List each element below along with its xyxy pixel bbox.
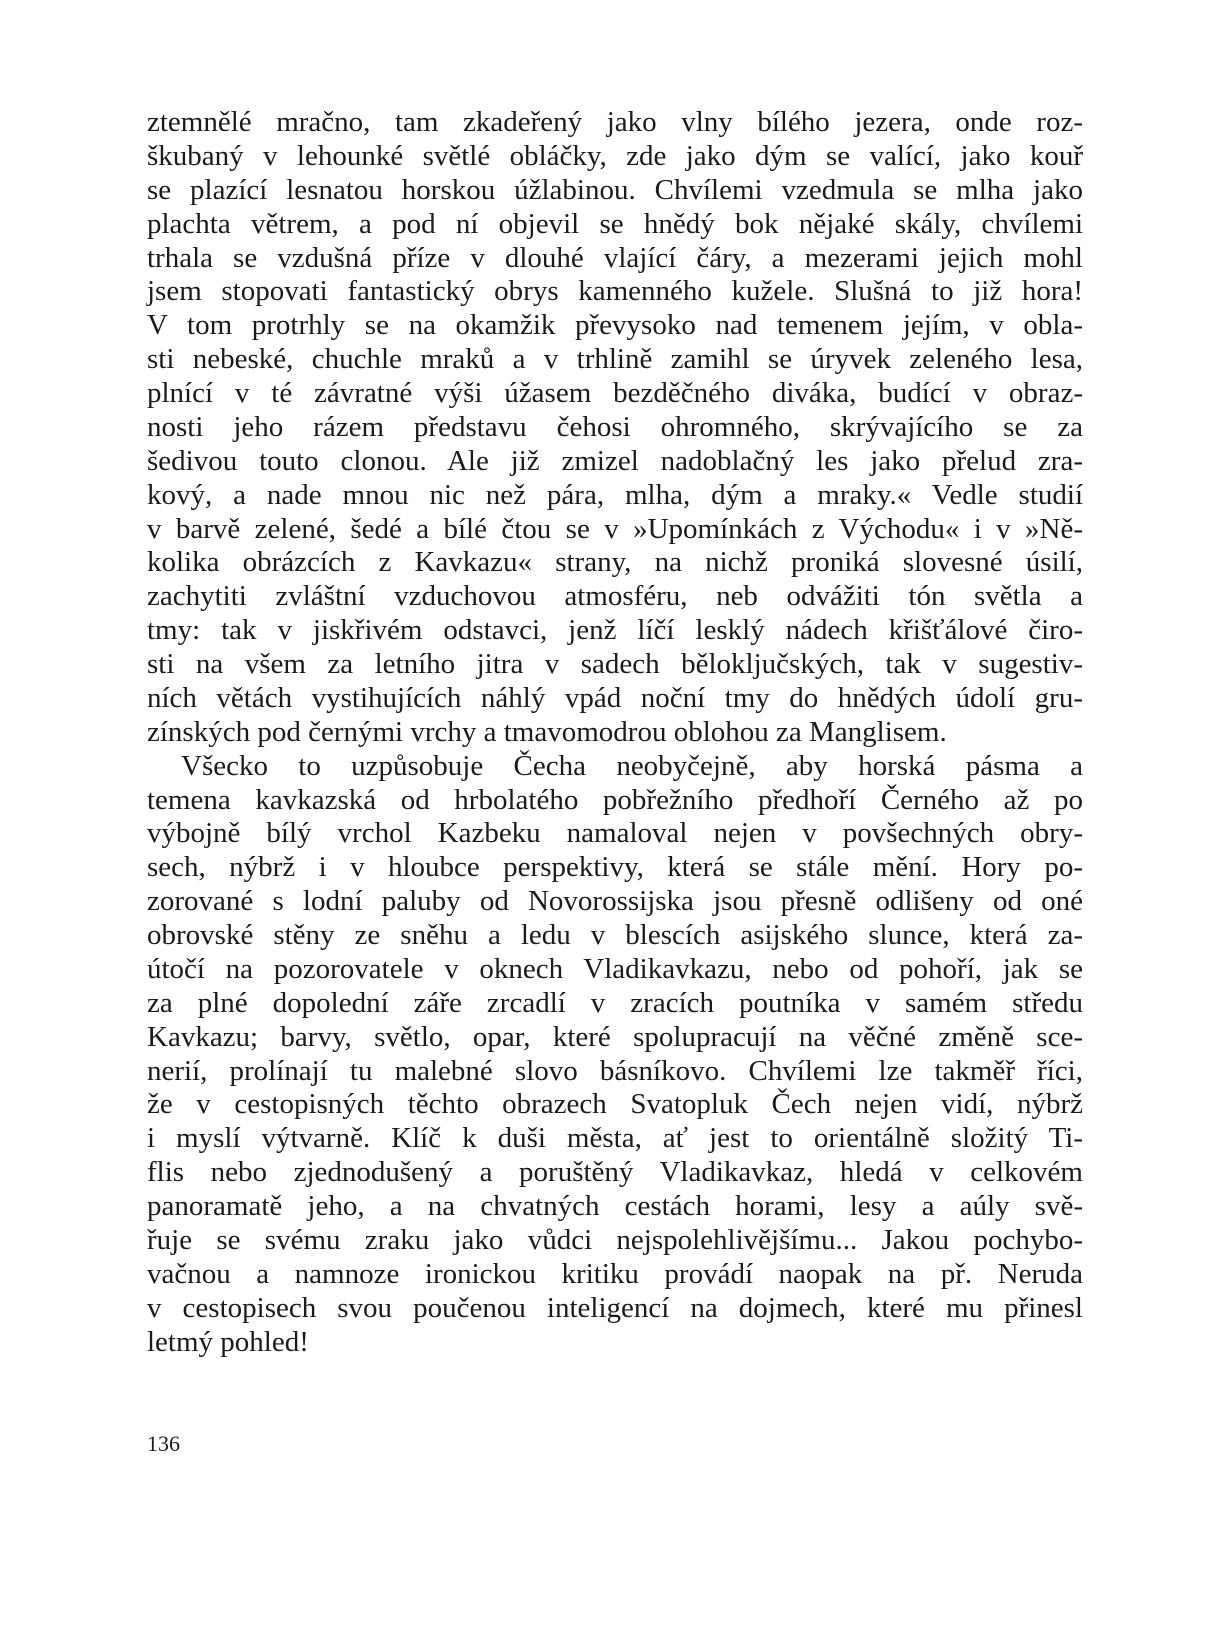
text-line: panoramatě jeho, a na chvatných cestách horami, lesy a aúly svě- [147,1190,1083,1222]
text-line: že v cestopisných těchto obrazech Svatopluk Čech nejen vidí, nýbrž [147,1088,1083,1121]
text-line: flis nebo zjednodušený a poruštěný Vladikavkaz, hledá v celkovém [147,1156,1083,1189]
text-line: V tom protrhly se na okamžik převysoko nad temenem jejím, v obla- [147,309,1083,342]
text-line: zorované s lodní paluby od Novorossijska jsou přesně odlišeny od oné [147,885,1083,918]
text-line: Kavkazu; barvy, světlo, opar, které spolupracují na věčné změně sce- [147,1020,1083,1053]
text-line: tmy: tak v jiskřivém odstavci, jenž líčí lesklý nádech křišťálové čiro- [147,614,1083,647]
text-line: škubaný v lehounké světlé obláčky, zde jako dým se valící, jako kouř [147,139,1083,172]
text-line: útočí na pozorovatele v oknech Vladikavkazu, nebo od pohoří, jak se [147,952,1083,985]
text-line: nerií, prolínají tu malebné slovo básníkovo. Chvílemi lze takměř říci, [147,1054,1083,1087]
text-line: i myslí výtvarně. Klíč k duši města, ať jest to orientálně složitý Ti- [147,1122,1083,1155]
text-line: plnící v té závratné výši úžasem bezděčného diváka, budící v obraz- [147,377,1083,409]
text-line: kolika obrázcích z Kavkazu« strany, na nichž proniká slovesné úsilí, [147,546,1083,579]
text-line: ních větách vystihujících náhlý vpád noční tmy do hnědých údolí gru- [147,681,1083,714]
text-line: trhala se vzdušná příze v dlouhé vlající čáry, a mezerami jejich mohl [147,241,1083,274]
text-line: kový, a nade mnou nic než pára, mlha, dým a mraky.« Vedle studií [147,478,1083,511]
text-line: Všecko to uzpůsobuje Čecha neobyčejně, aby horská pásma a [181,749,1083,782]
text-line: v cestopisech svou poučenou inteligencí na dojmech, které mu přinesl [147,1291,1083,1324]
page-number: 136 [147,1431,180,1456]
body-text [147,106,1083,1359]
text-line: výbojně bílý vrchol Kazbeku namaloval nejen v povšechných obry- [147,817,1083,850]
text-line: zachytiti zvláštní vzduchovou atmosféru, neb odvážiti tón světla a [147,580,1083,613]
text-line: se plazící lesnatou horskou úžlabinou. Chvílemi vzedmula se mlha jako [147,173,1083,206]
text-line: zínských pod černými vrchy a tmavomodrou oblohou za Manglisem. [147,715,947,748]
text-line: plachta větrem, a pod ní objevil se hnědý bok nějaké skály, chvílemi [147,207,1083,240]
text-line: šedivou touto clonou. Ale již zmizel nadoblačný les jako přelud zra- [147,444,1083,477]
text-line: sech, nýbrž i v hloubce perspektivy, která se stále mění. Hory po- [147,851,1083,884]
text-line: řuje se svému zraku jako vůdci nejspolehlivějšímu... Jakou pochybo- [147,1223,1083,1256]
text-line: za plné dopolední záře zrcadlí v zracích poutníka v samém středu [147,986,1083,1019]
text-line: obrovské stěny ze sněhu a ledu v blescích asijského slunce, která za- [147,919,1083,951]
text-line: sti nebeské, chuchle mraků a v trhlině zamihl se úryvek zeleného lesa, [147,343,1083,376]
text-line: ztemnělé mračno, tam zkadeřený jako vlny bílého jezera, onde roz- [147,106,1083,138]
text-line: v barvě zelené, šedé a bílé čtou se v »Upomínkách z Východu« i v »Ně- [147,512,1083,545]
text-line: jsem stopovati fantastický obrys kamenného kužele. Slušná to již hora! [147,275,1083,308]
text-line: nosti jeho rázem představu čehosi ohromného, skrývajícího se za [147,410,1083,443]
text-line: vačnou a namnoze ironickou kritiku provádí naopak na př. Neruda [147,1257,1083,1290]
text-line: temena kavkazská od hrbolatého pobřežního předhoří Černého až po [147,783,1083,816]
text-line: letmý pohled! [147,1325,309,1358]
text-line: sti na všem za letního jitra v sadech běloključských, tak v sugestiv- [147,648,1083,680]
